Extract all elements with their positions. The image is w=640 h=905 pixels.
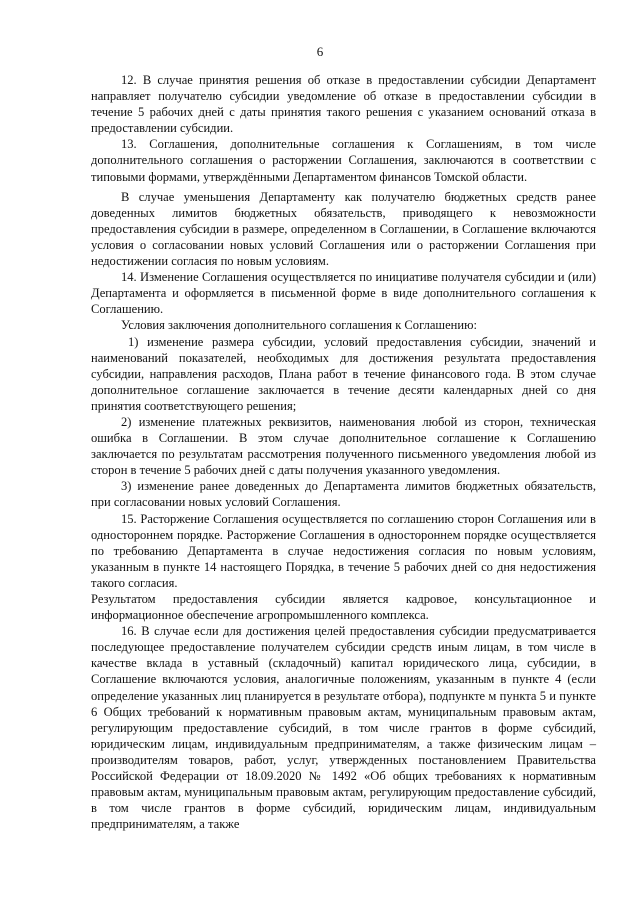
paragraph-p15b: Результатом предоставления субсидии является кадровое, консультационное и информационное обеспечение агропромышленного комплекса.	[91, 592, 596, 623]
paragraph-p14b: 1) изменение размера субсидии, условий предоставления субсидии, значений и наименований показателей, необходимых для достижения результата предоставления субсидии, направления расходов, Плана работ в течение финансового года. В этом случае дополнительное соглашение заключается в течение десяти календарных дней со дня принятия соответствующего решения;	[91, 334, 596, 413]
paragraph-p12: 12. В случае принятия решения об отказе в предоставлении субсидии Департамент направляет получателю субсидии уведомление об отказе в предоставлении субсидии в течение 5 рабочих дней с даты принятия такого решения с указанием оснований отказа в предоставлении субсидии.	[91, 73, 596, 136]
document-body	[91, 72, 596, 832]
paragraph-p14d: 3) изменение ранее доведенных до Департамента лимитов бюджетных обязательств, при согласовании новых условий Соглашения.	[91, 479, 596, 510]
paragraph-p16: 16. В случае если для достижения целей предоставления субсидии предусматривается последующее предоставление получателем субсидии средств иным лицам, в том числе в качестве вклада в уставный (складочный) капитал юридического лица, субсидии, в Соглашение включаются условия, аналогичные положениям, указанным в пункте 4 (если определение указанных лиц планируется в результате отбора), подпункте м пункта 5 и пункте 6 Общих требований к нормативным правовым актам, муниципальным правовым актам, регулирующим предоставление субсидий, в том числе грантов в форме субсидий, юридическим лицам, индивидуальным предпринимателям, а также физическим лицам – производителям товаров, работ, услуг, утвержденных постановлением Правительства Российской Федерации от 18.09.2020 № 1492 «Об общих требованиях к нормативным правовым актам, муниципальным правовым актам, регулирующим предоставление субсидий, в том числе грантов в форме субсидий, юридическим лицам, индивидуальным предпринимателям, а также	[91, 624, 596, 832]
page-number: 6	[316, 44, 324, 59]
paragraph-p14c: 2) изменение платежных реквизитов, наименования любой из сторон, техническая ошибка в Соглашении. В этом случае дополнительное соглашение к Соглашению заключается по результатам рассмотрения полученного письменного уведомления любой из сторон в течение 5 рабочих дней с даты получения указанного уведомления.	[91, 414, 596, 478]
paragraph-p13: 13. Соглашения, дополнительные соглашения к Соглашениям, в том числе дополнительного соглашения о расторжении Соглашения, заключаются в соответствии с типовыми формами, утверждёнными Департаментом финансов Томской области.	[91, 137, 596, 184]
paragraph-p14a: Условия заключения дополнительного соглашения к Соглашению:	[121, 318, 477, 333]
paragraph-p14: 14. Изменение Соглашения осуществляется по инициативе получателя субсидии и (или) Департамента и оформляется в письменной форме в виде дополнительного соглашения к Соглашению.	[91, 270, 596, 317]
paragraph-p15: 15. Расторжение Соглашения осуществляется по соглашению сторон Соглашения или в одностороннем порядке. Расторжение Соглашения в одностороннем порядке осуществляется по требованию Департамента в случае недостижения согласия по новым условиям, указанным в пункте 14 настоящего Порядка, в течение 5 рабочих дней со дня недостижения такого согласия.	[91, 511, 596, 590]
paragraph-p13b: В случае уменьшения Департаменту как получателю бюджетных средств ранее доведенных лимитов бюджетных обязательств, приводящего к невозможности предоставления субсидии в размере, определенном в Соглашении, в Соглашение включаются условия о согласовании новых условий Соглашения или о расторжении Соглашения при недостижении согласия по новым условиям.	[91, 189, 596, 269]
